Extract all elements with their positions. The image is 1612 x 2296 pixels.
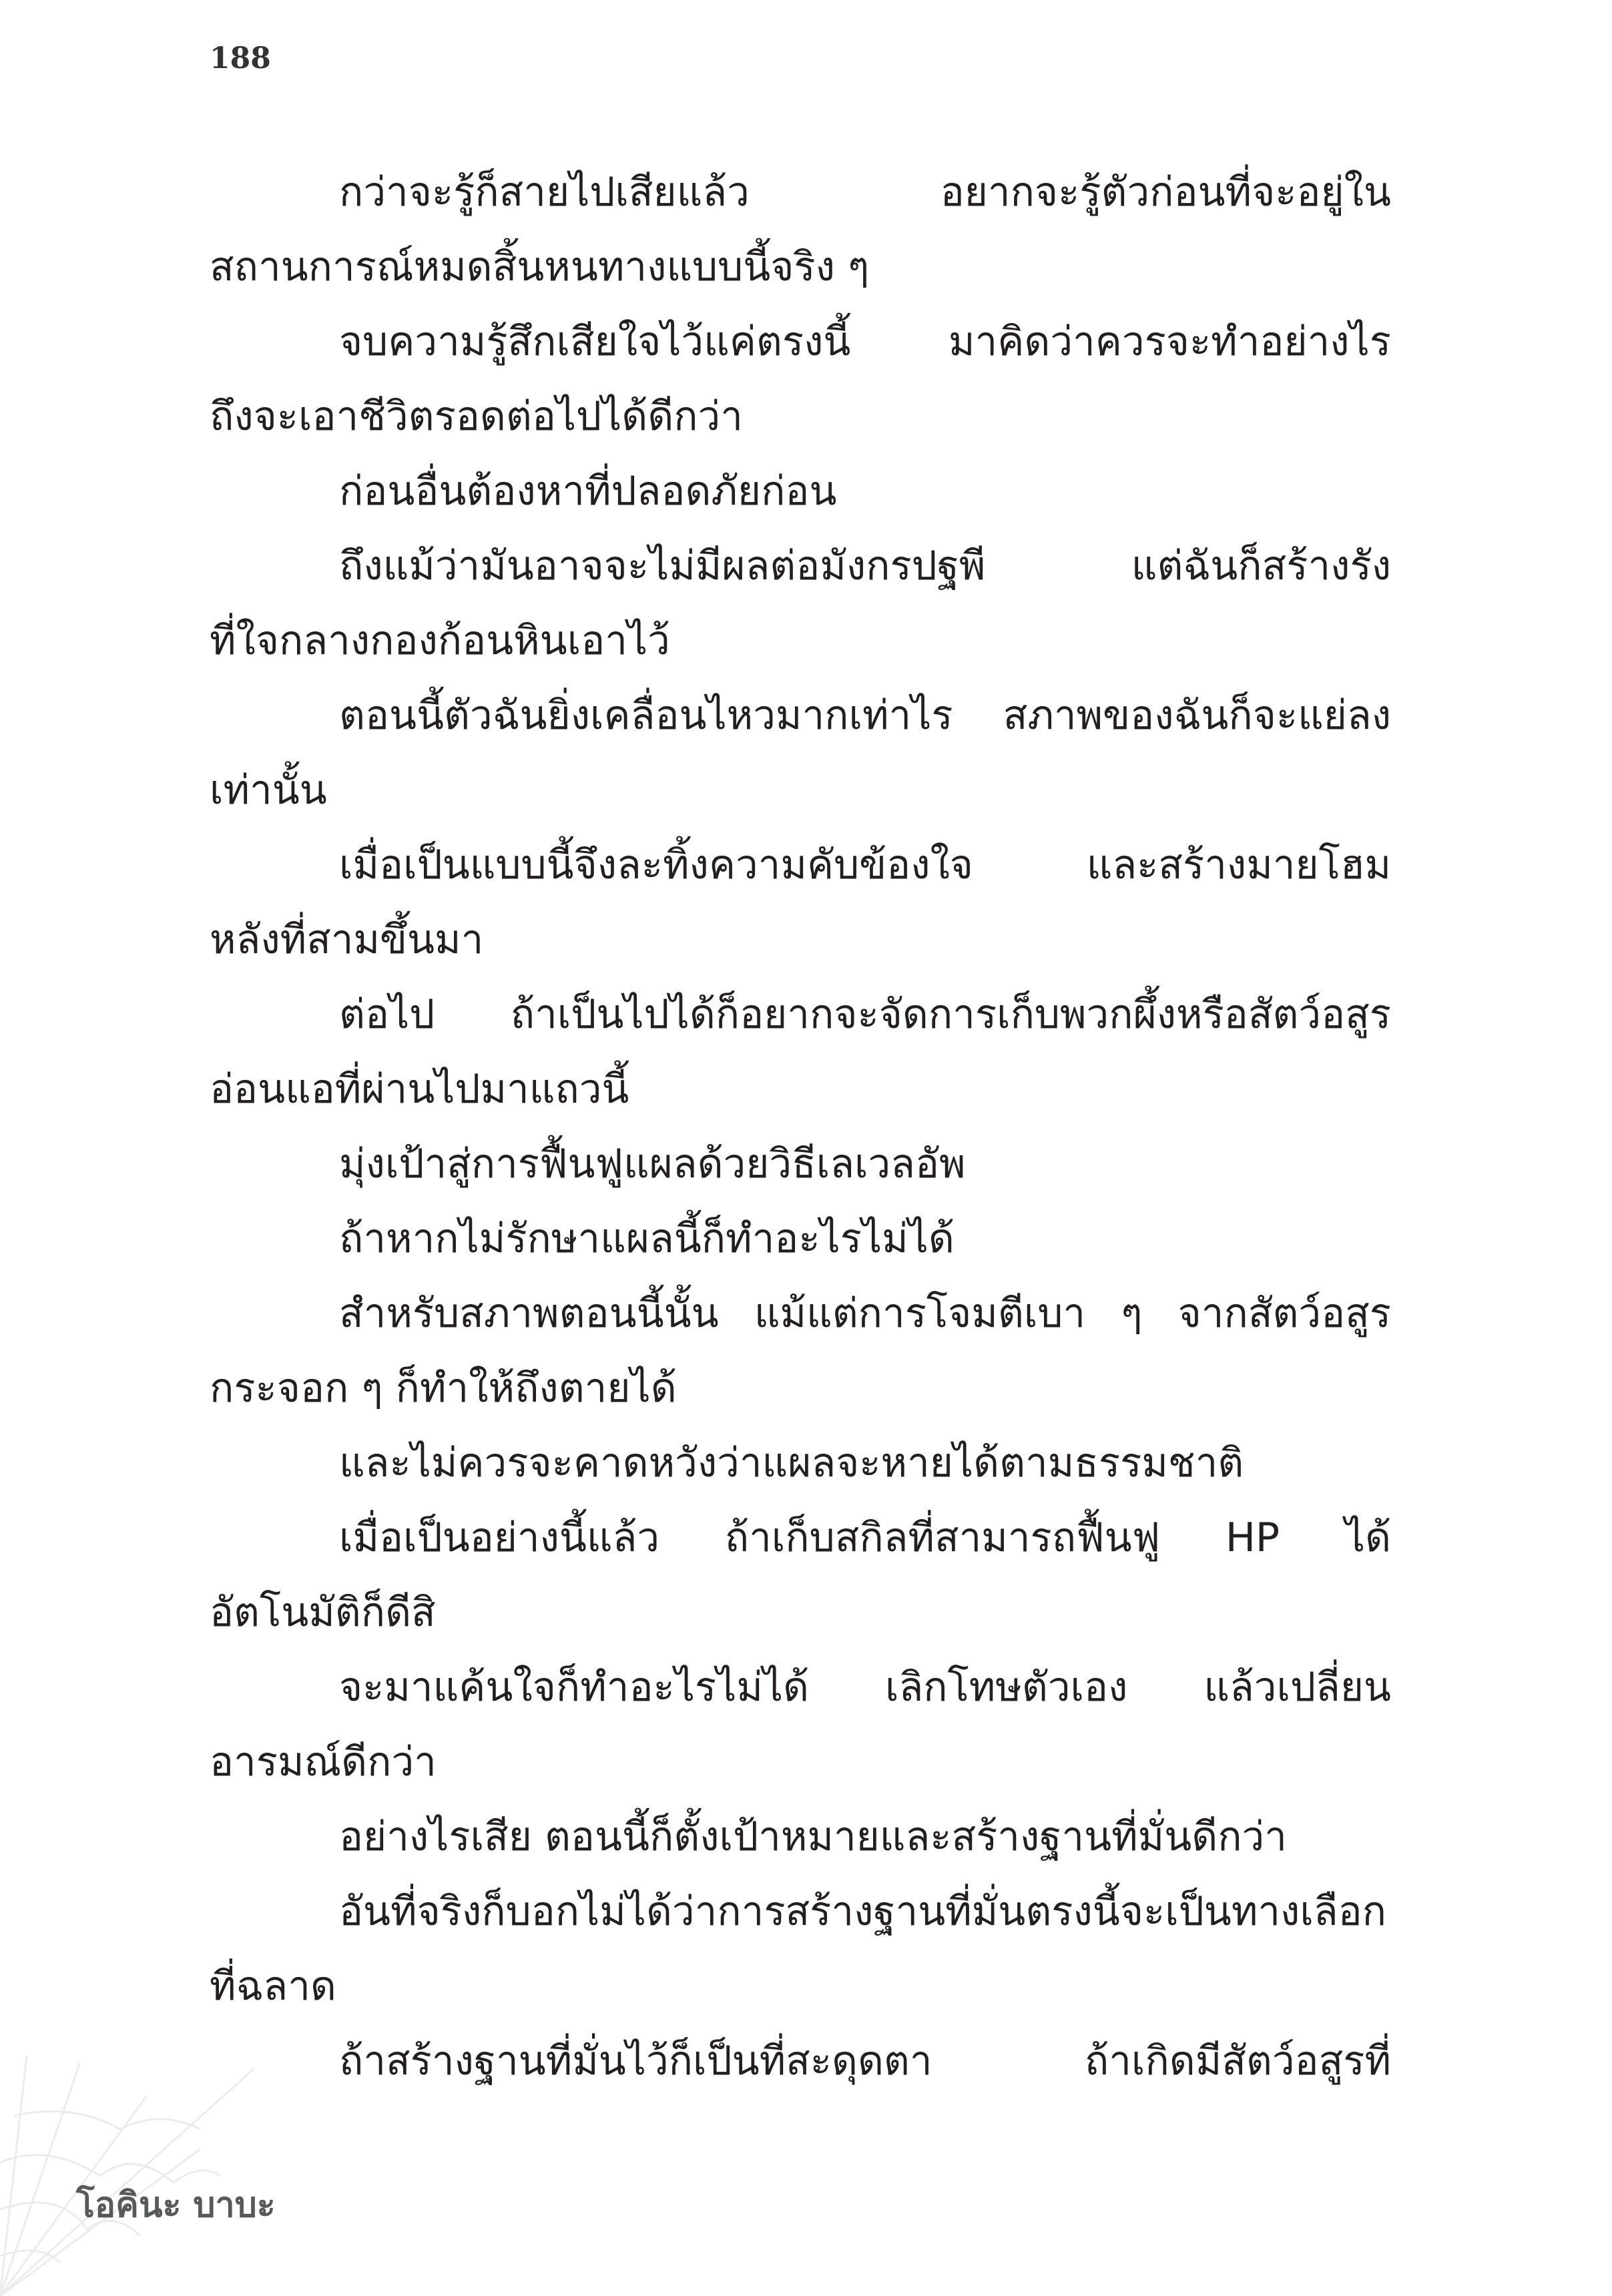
- text-line: เท่านั้น: [210, 767, 327, 814]
- text-line: มุ่งเป้าสู่การฟื้นฟูแผลด้วยวิธีเลเวลอัพ: [339, 1141, 966, 1187]
- text-line: หลังที่สามขึ้นมา: [210, 916, 484, 963]
- page-number: 188: [210, 41, 271, 75]
- text-line: อย่างไรเสีย ตอนนี้ก็ตั้งเป้าหมายและสร้างฐานที่มั่นดีกว่า: [339, 1813, 1287, 1860]
- text-line: และไม่ควรจะคาดหวังว่าแผลจะหายได้ตามธรรมชาติ: [339, 1440, 1244, 1486]
- body-text: [210, 155, 1391, 2098]
- text-line: ถึงแม้ว่ามันอาจจะไม่มีผลต่อมังกรปฐพี แต่ฉันก็สร้างรัง: [339, 543, 1391, 589]
- text-line: กว่าจะรู้ก็สายไปเสียแล้ว อยากจะรู้ตัวก่อนที่จะอยู่ใน: [339, 169, 1391, 216]
- text-line: เมื่อเป็นอย่างนี้แล้ว ถ้าเก็บสกิลที่สามารถฟื้นฟู HP ได้: [339, 1514, 1391, 1561]
- text-line: ถ้าหากไม่รักษาแผลนี้ก็ทำอะไรไม่ได้: [339, 1215, 955, 1262]
- text-line: สำหรับสภาพตอนนี้นั้น แม้แต่การโจมตีเบา ๆ จากสัตว์อสูร: [339, 1290, 1391, 1337]
- text-line: ตอนนี้ตัวฉันยิ่งเคลื่อนไหวมากเท่าไร สภาพของฉันก็จะแย่ลง: [339, 692, 1391, 739]
- text-line: อารมณ์ดีกว่า: [210, 1739, 437, 1785]
- text-line: อ่อนแอที่ผ่านไปมาแถวนี้: [210, 1066, 629, 1113]
- text-line: กระจอก ๆ ก็ทำให้ถึงตายได้: [210, 1365, 677, 1412]
- text-line: ต่อไป ถ้าเป็นไปได้ก็อยากจะจัดการเก็บพวกผึ้งหรือสัตว์อสูร: [339, 991, 1391, 1038]
- text-line: ก่อนอื่นต้องหาที่ปลอดภัยก่อน: [339, 468, 837, 515]
- text-line: อัตโนมัติก็ดีสิ: [210, 1589, 436, 1636]
- text-line: ที่ฉลาด: [210, 1963, 336, 2010]
- text-line: ถึงจะเอาชีวิตรอดต่อไปได้ดีกว่า: [210, 393, 743, 440]
- text-line: สถานการณ์หมดสิ้นหนทางแบบนี้จริง ๆ: [210, 244, 870, 290]
- text-line: จะมาแค้นใจก็ทำอะไรไม่ได้ เลิกโทษตัวเอง แล้วเปลี่ยน: [339, 1664, 1391, 1711]
- text-line: อันที่จริงก็บอกไม่ได้ว่าการสร้างฐานที่มั่นตรงนี้จะเป็นทางเลือก: [339, 1888, 1386, 1935]
- text-line: จบความรู้สึกเสียใจไว้แค่ตรงนี้ มาคิดว่าควรจะทำอย่างไร: [339, 318, 1391, 365]
- text-line: ถ้าสร้างฐานที่มั่นไว้ก็เป็นที่สะดุดตา ถ้าเกิดมีสัตว์อสูรที่: [339, 2038, 1391, 2084]
- spider-web-decoration: [0, 2042, 254, 2296]
- text-line: ที่ใจกลางกองก้อนหินเอาไว้: [210, 617, 670, 664]
- author-name: โอคินะ บาบะ: [76, 2185, 276, 2225]
- text-line: เมื่อเป็นแบบนี้จึงละทิ้งความคับข้องใจ และสร้างมายโฮม: [339, 842, 1391, 888]
